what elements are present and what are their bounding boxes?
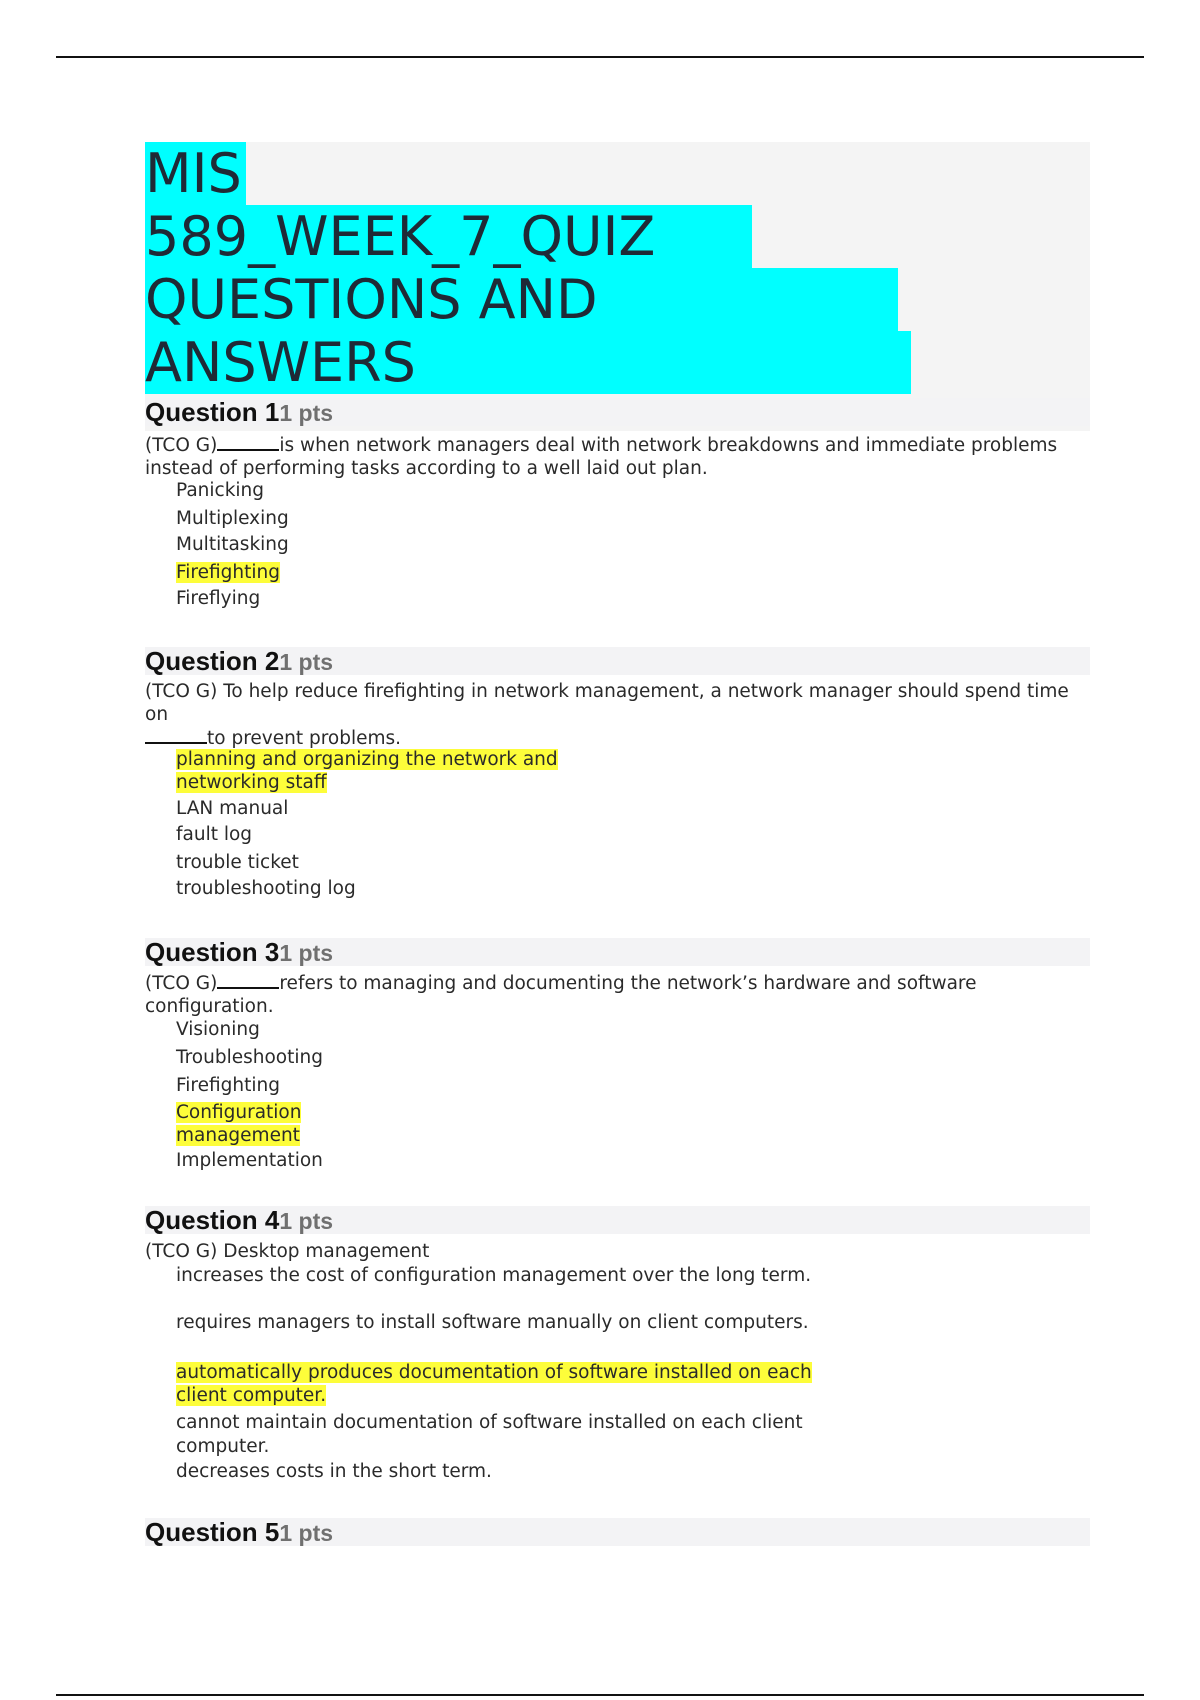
answer-option[interactable]: Visioning <box>176 1019 260 1040</box>
question-header <box>145 647 1090 675</box>
question-header <box>145 1518 1090 1546</box>
answer-blank <box>217 971 279 989</box>
question-label: Question 3 <box>145 937 280 967</box>
question-points: 1 pts <box>279 400 334 426</box>
answer-option[interactable]: Multitasking <box>176 534 289 555</box>
answer-option[interactable]: troubleshooting log <box>176 878 356 899</box>
answer-option[interactable]: decreases costs in the short term. <box>176 1461 492 1482</box>
title-line: 589_WEEK_7_QUIZ <box>145 205 752 268</box>
question-label: Question 5 <box>145 1517 280 1547</box>
answer-option[interactable]: increases the cost of configuration management over the long term. <box>176 1265 812 1286</box>
answer-option-correct[interactable]: Configuration management <box>176 1102 302 1146</box>
answer-list <box>176 748 606 902</box>
answer-blank <box>145 726 207 744</box>
answer-option[interactable]: trouble ticket <box>176 852 299 873</box>
answer-option-correct[interactable]: Firefighting <box>176 562 280 583</box>
title-line: MIS <box>145 142 246 205</box>
answer-option-correct[interactable]: automatically produces documentation of software installed on each client computer. <box>176 1362 812 1406</box>
question-header <box>145 1206 1090 1234</box>
answer-blank <box>217 433 279 451</box>
question-points: 1 pts <box>279 940 334 966</box>
answer-option[interactable]: Firefighting <box>176 1075 280 1096</box>
top-rule <box>56 56 1144 58</box>
answer-option[interactable]: Multiplexing <box>176 508 289 529</box>
question-label: Question 1 <box>145 397 280 427</box>
answer-option-correct[interactable]: planning and organizing the network and networking staff <box>176 749 558 793</box>
title-line: ANSWERS <box>145 331 911 394</box>
answer-list <box>176 1017 323 1175</box>
answer-option[interactable]: Fireflying <box>176 588 261 609</box>
answer-option[interactable]: Panicking <box>176 480 265 501</box>
question-points: 1 pts <box>279 649 334 675</box>
question-points: 1 pts <box>279 1208 334 1234</box>
question-text: (TCO G) To help reduce firefighting in network management, a network manager should spend time on to prevent problems. <box>145 681 1069 749</box>
answer-list <box>176 1264 816 1486</box>
title-block <box>145 142 1090 431</box>
answer-option[interactable]: Troubleshooting <box>176 1047 323 1068</box>
question-text: (TCO G) refers to managing and documenting the network’s hardware and software configuration. <box>145 973 977 1017</box>
document-title <box>145 142 911 394</box>
answer-option[interactable]: LAN manual <box>176 798 289 819</box>
answer-option[interactable]: Implementation <box>176 1150 323 1171</box>
question-text: (TCO G) is when network managers deal with network breakdowns and immediate problems instead of performing tasks according to a well laid out plan. <box>145 435 1058 479</box>
question-points: 1 pts <box>279 1520 334 1546</box>
answer-list <box>176 478 289 612</box>
question-label: Question 4 <box>145 1205 280 1235</box>
question-text: (TCO G) Desktop management <box>145 1241 430 1262</box>
answer-option[interactable]: cannot maintain documentation of software installed on each client computer. <box>176 1412 803 1457</box>
question-header <box>145 938 1090 966</box>
document-page <box>145 142 1090 1547</box>
question-header <box>145 398 1090 426</box>
answer-option[interactable]: requires managers to install software manually on client computers. <box>176 1312 809 1333</box>
question-label: Question 2 <box>145 646 280 676</box>
title-line: QUESTIONS AND <box>145 268 898 331</box>
answer-option[interactable]: fault log <box>176 824 253 845</box>
bottom-rule <box>56 1694 1144 1696</box>
